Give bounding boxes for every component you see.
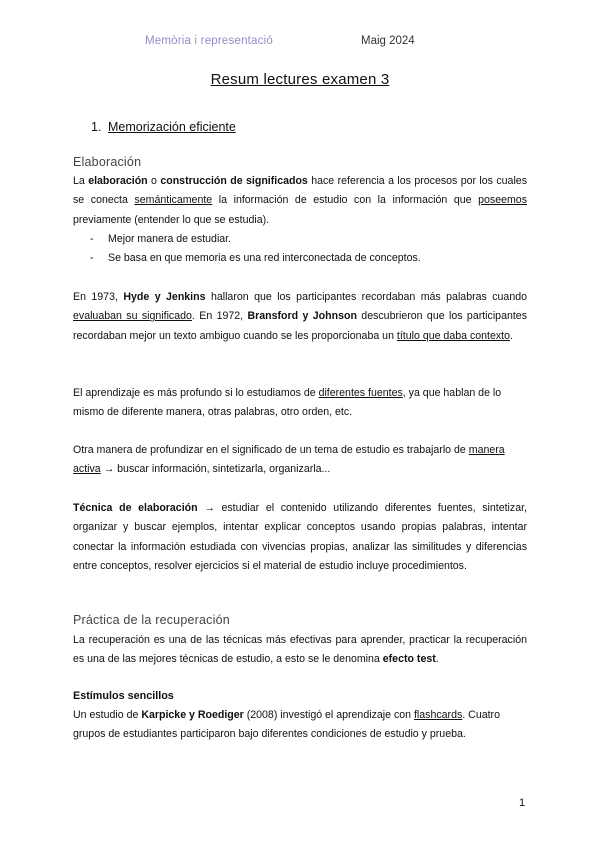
subheading-elaboracion: Elaboración: [73, 155, 142, 169]
header-course: Memòria i representació: [145, 35, 273, 47]
paragraph-efecto-test: La recuperación es una de las técnicas más efectivas para aprender, practicar la recuperación es una de las mejores técnicas de estudio, a esto se le denomina efecto test.: [73, 634, 527, 666]
paragraph-diferentes-fuentes: El aprendizaje es más profundo si lo estudiamos de diferentes fuentes, ya que hablan de lo mismo de diferente manera, otras palabras, otro orden, etc.: [73, 387, 502, 419]
paragraph-elaboracion-definition: La elaboración o construcción de significados hace referencia a los procesos por los cuales se conecta semánticamente la información de estudio con la información que poseemos previamente (entender lo que se estudia).: [73, 175, 527, 226]
subheading-practica: Práctica de la recuperación: [73, 613, 230, 627]
section-title: Memorización eficiente: [108, 120, 236, 134]
paragraph-manera-activa: Otra manera de profundizar en el significado de un tema de estudio es trabajarlo de manera activa → buscar información, sintetizarla, organizarla...: [73, 444, 505, 476]
heading-estimulos-sencillos: Estímulos sencillos: [73, 690, 174, 702]
header-date: Maig 2024: [361, 35, 415, 47]
bullet-marker: -: [90, 233, 94, 245]
page-title: Resum lectures examen 3: [210, 71, 390, 88]
paragraph-studies-1970s: En 1973, Hyde y Jenkins hallaron que los participantes recordaban más palabras cuando evaluaban su significado. En 1972, Bransford y Johnson descubrieron que los participantes recordaban mejor un texto ambiguo cuando se les proporcionaba un título que daba contexto.: [73, 291, 528, 342]
list-item: Se basa en que memoria es una red interconectada de conceptos.: [108, 252, 421, 264]
page-number: 1: [519, 797, 526, 809]
section-number: 1.: [91, 120, 102, 134]
bullet-marker: -: [90, 252, 94, 264]
list-item: Mejor manera de estudiar.: [108, 233, 232, 245]
paragraph-tecnica-elaboracion: Técnica de elaboración → estudiar el contenido utilizando diferentes fuentes, sintetizar, organizar y buscar ejemplos, intentar explicar conceptos usando propias palabras, intentar conectar la información estudiada con vivencias propias, analizar las similitudes y diferencias entre conceptos, resolver ejercicios si el material de estudio incluye procedimientos.: [73, 502, 527, 573]
paragraph-flashcards: Un estudio de Karpicke y Roediger (2008) investigó el aprendizaje con flashcards. Cuatro grupos de estudiantes participaron bajo diferentes condiciones de estudio y prueba.: [73, 709, 500, 741]
